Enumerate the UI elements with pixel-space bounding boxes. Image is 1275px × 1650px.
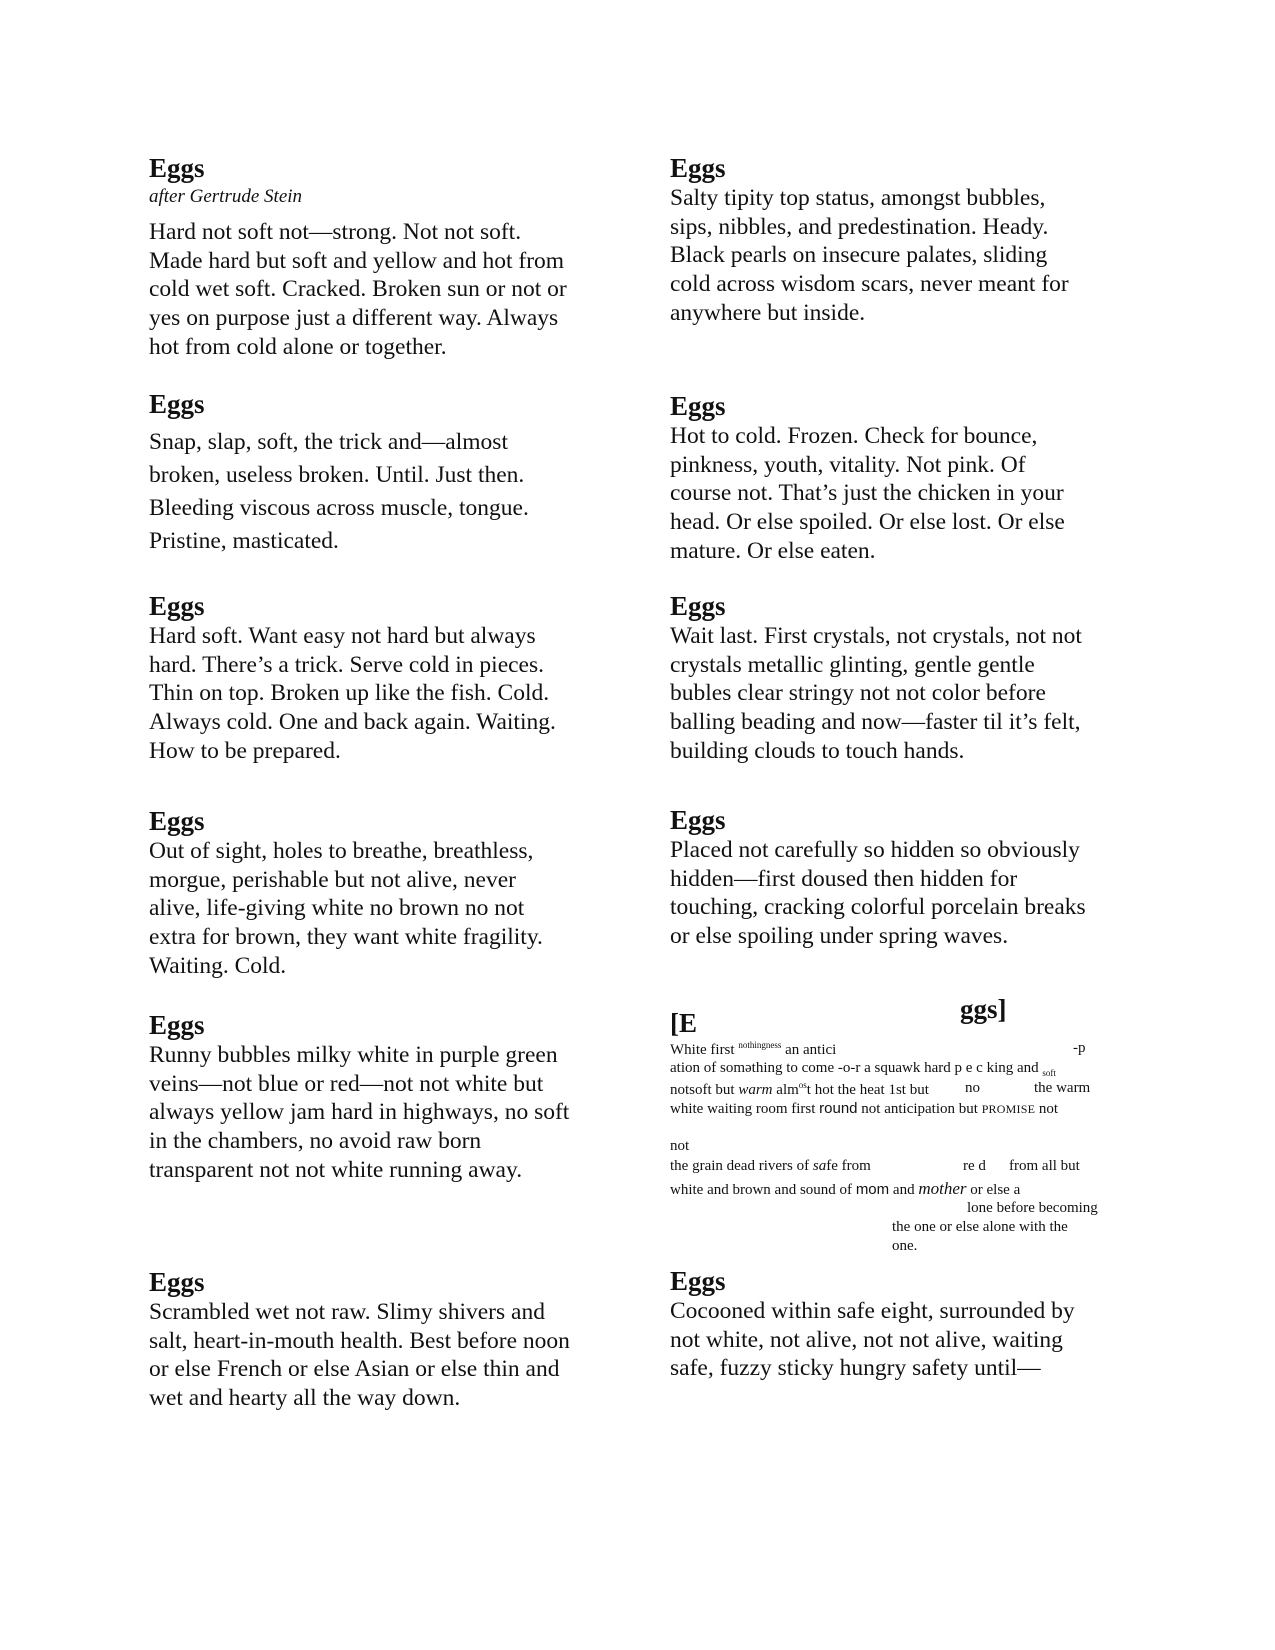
scatter-fragment: or else a — [970, 1182, 1021, 1198]
poem-line: alive, life-giving white no brown no not — [149, 895, 525, 922]
poem-body — [670, 184, 1110, 328]
poem-subtitle: after Gertrude Stein — [149, 186, 303, 207]
scatter-fragment: White first — [670, 1042, 735, 1058]
scatter-line-3 — [670, 1080, 929, 1099]
poem-body — [149, 837, 589, 981]
poem-line: Wait last. First crystals, not crystals, not not — [670, 623, 1082, 649]
poem-line: salt, heart-in-mouth health. Best before noon — [149, 1327, 570, 1354]
scatter-fragment: lone before becoming — [967, 1200, 1098, 1216]
poem-line: not white, not alive, not not alive, waiting — [670, 1326, 1063, 1353]
poem-6 — [670, 590, 1110, 766]
scatter-fragment: -p — [1073, 1040, 1086, 1056]
scatter-fragment: one. — [892, 1238, 918, 1254]
poem-line: hard. There’s a trick. Serve cold in pieces. — [149, 651, 545, 678]
poem-body — [149, 1298, 589, 1413]
poem-body — [149, 426, 589, 558]
poem-body — [670, 422, 1110, 566]
poem-line: wet and hearty all the way down. — [149, 1385, 461, 1412]
scatter-line-1 — [670, 1040, 836, 1059]
scatter-title-end: ggs] — [960, 994, 1007, 1024]
poem-line: building clouds to touch hands. — [670, 737, 965, 764]
scatter-line-4 — [670, 1100, 1058, 1118]
scatter-fragment: the warm — [1034, 1080, 1091, 1096]
scatter-fragment: alm — [776, 1082, 799, 1098]
scatter-fragment: t hot the heat 1st but — [806, 1082, 929, 1098]
poem-line: head. Or else spoiled. Or else lost. Or else — [670, 509, 1065, 536]
poem-2 — [670, 152, 1110, 328]
poem-line: balling beading and now—faster til it’s felt, — [670, 709, 1081, 736]
poem-line: extra for brown, they want white fragility. — [149, 924, 543, 951]
poem-body — [670, 836, 1110, 951]
poem-9 — [149, 1009, 589, 1185]
poem-title: Eggs — [149, 389, 205, 419]
poem-line: Runny bubbles milky white in purple green — [149, 1042, 558, 1068]
poem-line: sips, nibbles, and predestination. Heady. — [670, 213, 1049, 240]
poem-line: Waiting. Cold. — [149, 952, 287, 979]
poem-title: Eggs — [670, 591, 726, 621]
poem-line: broken, useless broken. Until. Just then. — [149, 462, 525, 488]
poem-line: or else spoiling under spring waves. — [670, 923, 1009, 950]
scatter-fragment: white waiting room first — [670, 1101, 816, 1117]
poem-8 — [670, 804, 1110, 951]
poem-3 — [149, 388, 589, 558]
scatter-title-start: [E — [670, 1008, 697, 1038]
poem-line: cold across wisdom scars, never meant for — [670, 271, 1069, 298]
poem-line: course not. That’s just the chicken in your — [670, 480, 1064, 507]
scatter-fragment: re d — [963, 1158, 986, 1174]
scatter-fragment: not — [670, 1138, 690, 1154]
poem-line: Always cold. One and back again. Waiting. — [149, 709, 556, 736]
scatter-line-6 — [670, 1158, 871, 1175]
poem-body — [149, 218, 589, 362]
poem-line: always yellow jam hard in highways, no soft — [149, 1099, 570, 1126]
poem-title: Eggs — [149, 591, 205, 621]
scatter-fragment: notsoft but — [670, 1082, 735, 1098]
poem-line: touching, cracking colorful porcelain breaks — [670, 894, 1086, 921]
poem-line: transparent not not white running away. — [149, 1156, 523, 1183]
poem-line: Out of sight, holes to breathe, breathless, — [149, 838, 534, 864]
scatter-fragment: nothingness — [738, 1040, 782, 1050]
scatter-fragment: mother — [918, 1179, 967, 1198]
poem-line: Bleeding viscous across muscle, tongue. — [149, 495, 529, 521]
scatter-fragment: fe from — [826, 1158, 871, 1174]
scatter-line-2 — [670, 1060, 1056, 1078]
poem-line: cold wet soft. Cracked. Broken sun or not or — [149, 276, 567, 303]
scatter-fragment: sa — [812, 1158, 827, 1174]
scatter-fragment: os — [798, 1080, 807, 1090]
poem-body — [149, 1041, 589, 1185]
poem-body — [149, 622, 589, 766]
poem-line: mature. Or else eaten. — [670, 537, 876, 564]
poem-line: Thin on top. Broken up like the fish. Cold. — [149, 680, 550, 707]
poem-line: Snap, slap, soft, the trick and—almost — [149, 429, 508, 455]
scatter-fragment: not anticipation but — [861, 1101, 978, 1117]
poem-line: in the chambers, no avoid raw born — [149, 1128, 482, 1155]
poem-line: crystals metallic glinting, gentle gentle — [670, 651, 1035, 678]
poem-title: Eggs — [670, 805, 726, 835]
poem-line: Hot to cold. Frozen. Check for bounce, — [670, 423, 1038, 449]
poem-title: Eggs — [670, 1266, 726, 1296]
poem-line: hot from cold alone or together. — [149, 333, 447, 360]
poem-1 — [149, 152, 589, 362]
poem-title: Eggs — [149, 1010, 205, 1040]
scatter-fragment: mom — [855, 1181, 890, 1198]
scatter-fragment: no — [965, 1080, 980, 1096]
poem-4 — [670, 390, 1110, 566]
poem-line: Black pearls on insecure palates, sliding — [670, 242, 1048, 269]
poem-line: Pristine, masticated. — [149, 528, 339, 554]
poem-line: Made hard but soft and yellow and hot from — [149, 247, 565, 274]
poem-line: Placed not carefully so hidden so obviously — [670, 837, 1080, 863]
poem-line: morgue, perishable but not alive, never — [149, 866, 516, 893]
poem-line: anywhere but inside. — [670, 299, 866, 326]
poem-line: hidden—first doused then hidden for — [670, 865, 1018, 892]
poem-title: Eggs — [149, 806, 205, 836]
scatter-line-7 — [670, 1179, 1020, 1199]
poem-line: safe, fuzzy sticky hungry safety until— — [670, 1355, 1041, 1382]
poem-line: pinkness, youth, vitality. Not pink. Of — [670, 451, 1026, 478]
poem-title: Eggs — [149, 1267, 205, 1297]
scatter-fragment: round — [819, 1100, 858, 1117]
poem-line: bubles clear stringy not not color before — [670, 680, 1046, 707]
scatter-fragment: ation of somәthing to come -o-r a squawk hard p e c king and — [670, 1060, 1039, 1076]
poem-line: or else French or else Asian or else thin and — [149, 1356, 560, 1383]
poem-line: Cocooned within safe eight, surrounded by — [670, 1298, 1075, 1324]
scatter-fragment: white and brown and sound of — [670, 1182, 853, 1198]
scatter-fragment: soft — [1042, 1068, 1056, 1078]
poem-11 — [670, 1265, 1110, 1383]
scatter-fragment: an antici — [785, 1042, 837, 1058]
scatter-fragment: warm — [738, 1082, 773, 1098]
poem-body — [670, 622, 1110, 766]
poem-line: Hard soft. Want easy not hard but always — [149, 623, 536, 649]
scatter-fragment: and — [892, 1182, 915, 1198]
scattered-poem — [670, 994, 1130, 1278]
poem-line: Salty tipity top status, amongst bubbles, — [670, 185, 1046, 211]
poem-line: Scrambled wet not raw. Slimy shivers and — [149, 1299, 545, 1325]
poem-line: veins—not blue or red—not not white but — [149, 1070, 544, 1097]
poem-line: Hard not soft not—strong. Not not soft. — [149, 219, 522, 245]
poem-title: Eggs — [670, 153, 726, 183]
poem-body — [670, 1297, 1110, 1383]
scatter-fragment: from all but — [1009, 1158, 1080, 1174]
poem-title: Eggs — [670, 391, 726, 421]
scatter-fragment: not — [1038, 1101, 1059, 1117]
poem-10 — [149, 1266, 589, 1413]
scatter-fragment: the one or else alone with the — [892, 1219, 1068, 1235]
poem-line: How to be prepared. — [149, 737, 341, 764]
poem-5 — [149, 590, 589, 766]
poem-7 — [149, 805, 589, 981]
poem-line: yes on purpose just a different way. Always — [149, 305, 559, 332]
scatter-fragment: the grain dead rivers of — [670, 1158, 810, 1174]
scatter-fragment: PROMISE — [981, 1102, 1036, 1116]
poem-title: Eggs — [149, 153, 205, 183]
